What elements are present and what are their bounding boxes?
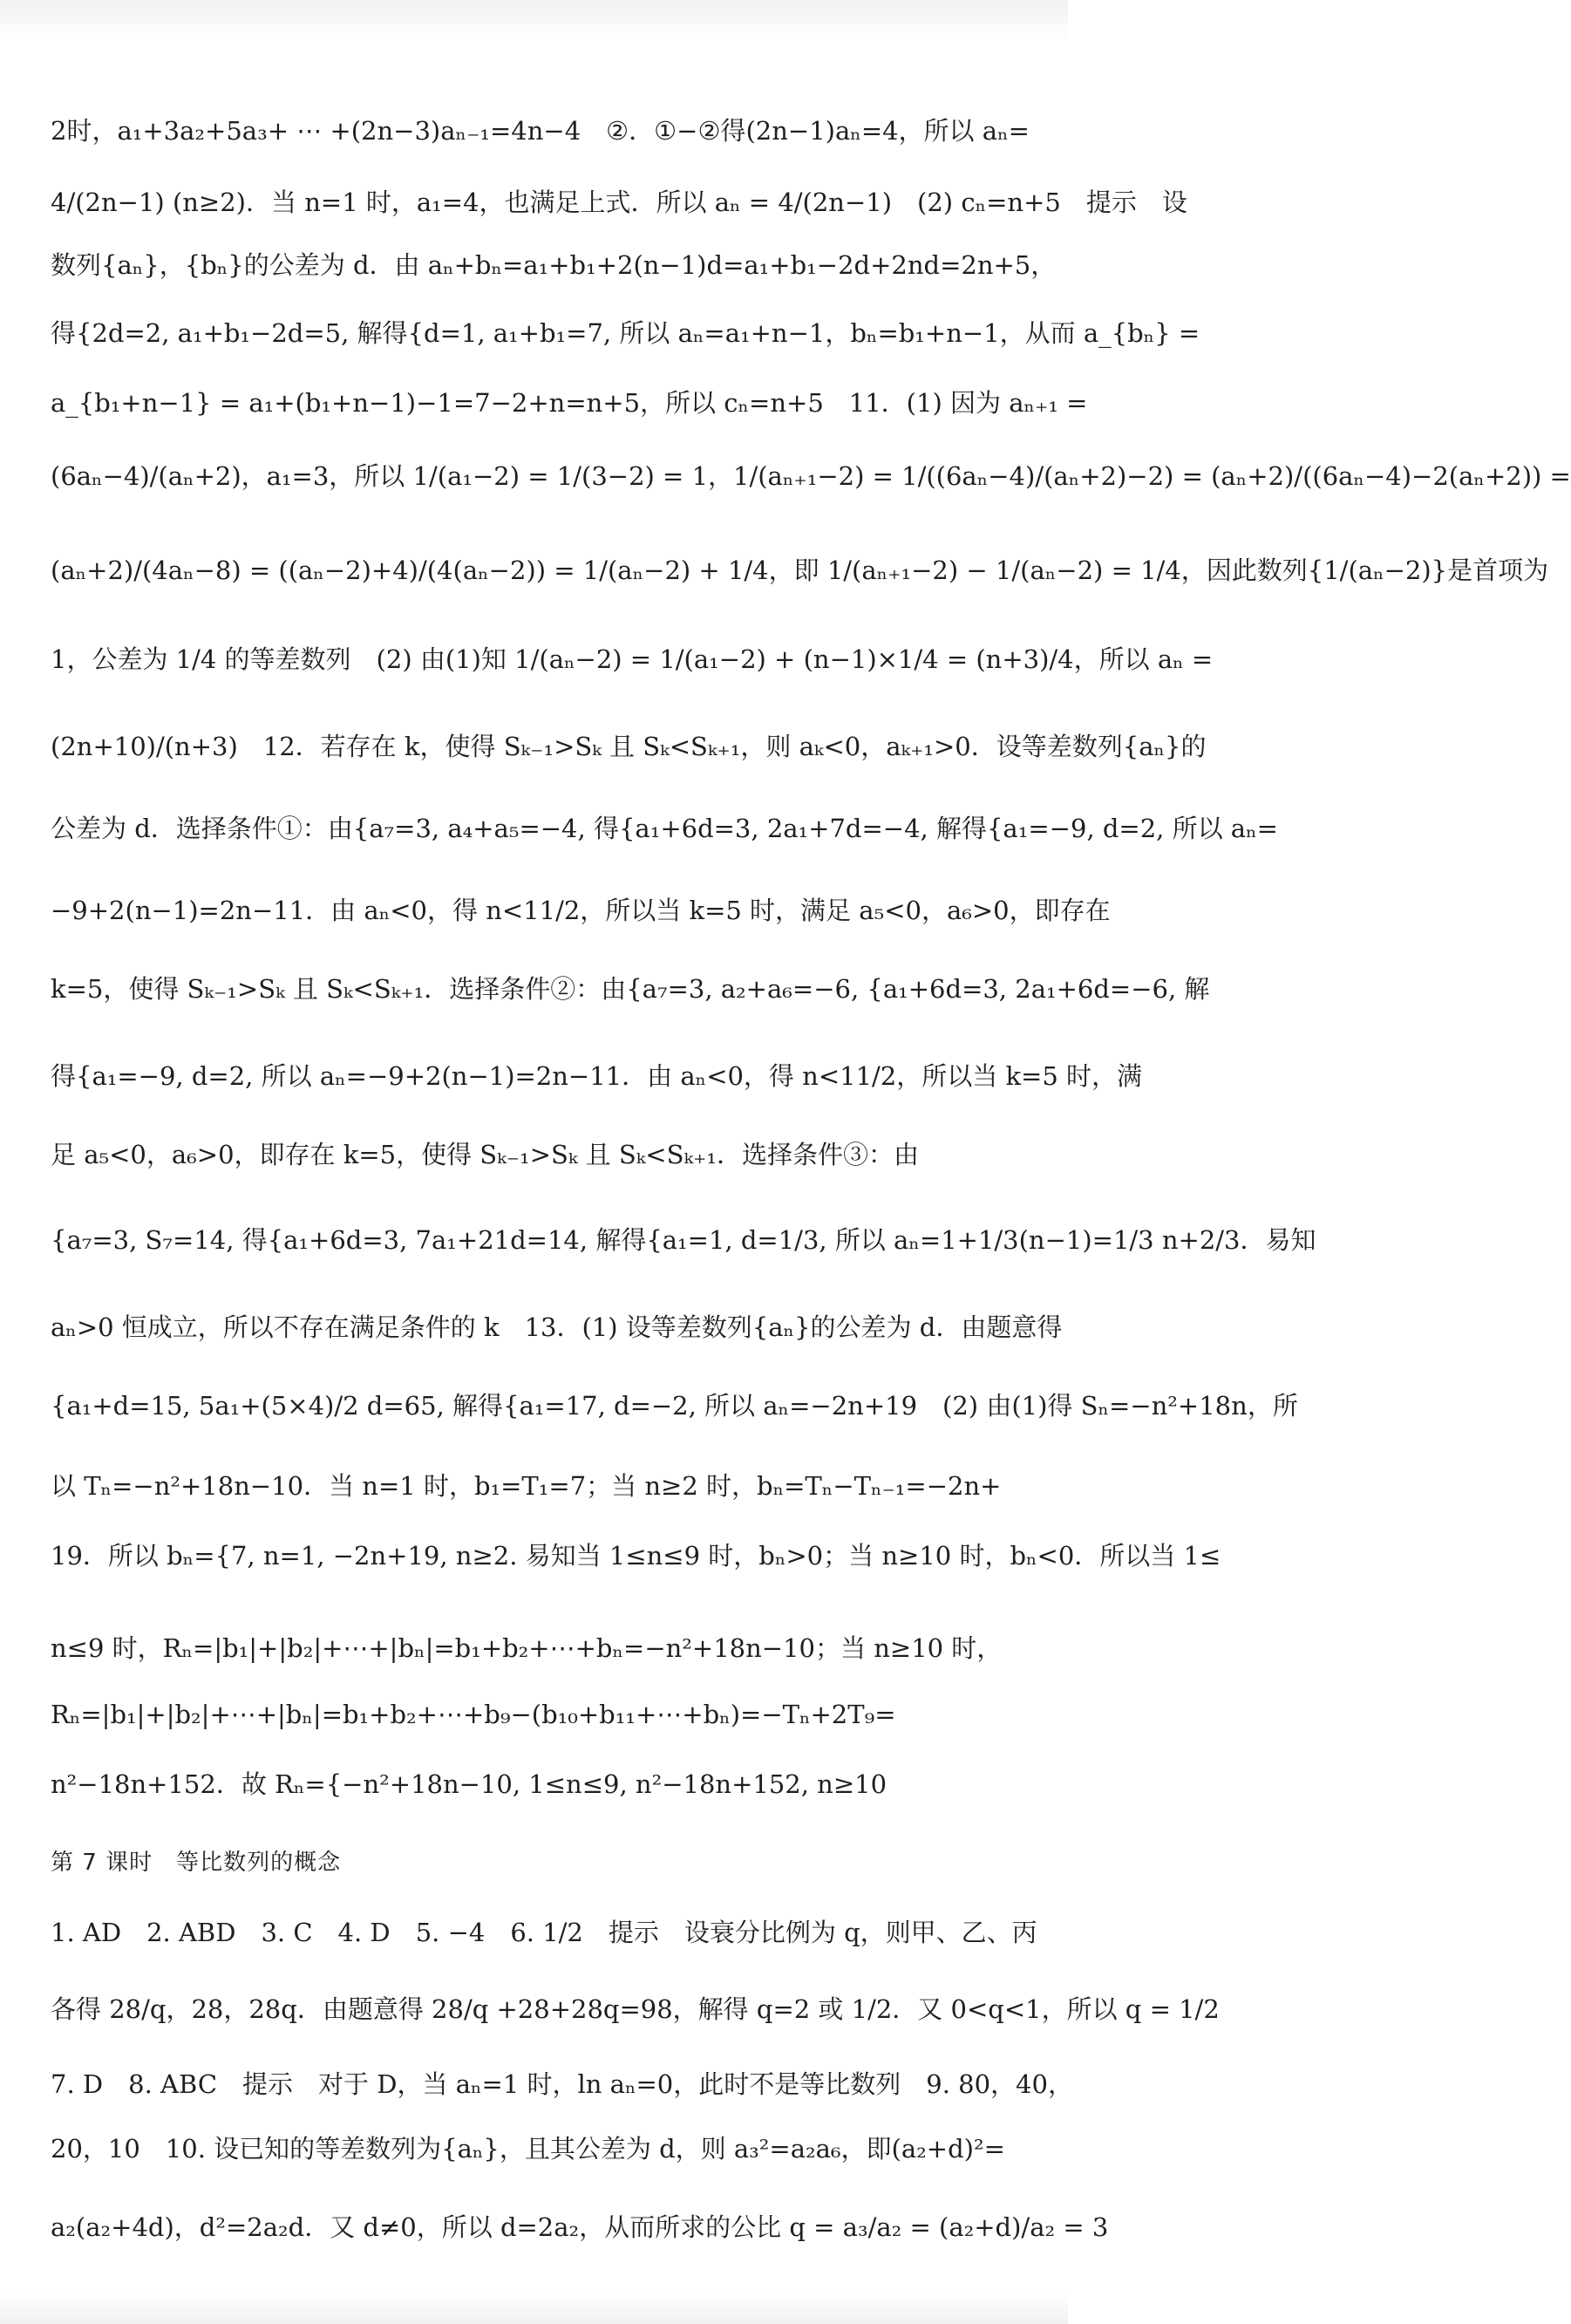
- text-line: Rₙ=|b₁|+|b₂|+⋯+|bₙ|=b₁+b₂+⋯+b₉−(b₁₀+b₁₁+⋯+bₙ)=−Tₙ+2T₉=: [51, 1700, 896, 1729]
- text-line: n²−18n+152．故 Rₙ={−n²+18n−10, 1≤n≤9, n²−18n+152, n≥10: [51, 1769, 888, 1799]
- text-line: 7. D 8. ABC 提示 对于 D，当 aₙ=1 时，ln aₙ=0，此时不是等比数列 9. 80，40，: [51, 2069, 1073, 2099]
- text-line: 各得 28/q，28，28q．由题意得 28/q +28+28q=98，解得 q=2 或 1/2．又 0<q<1，所以 q = 1/2: [51, 1994, 1220, 2024]
- scan-edge-bottom: [0, 2293, 1068, 2324]
- text-line: 足 a₅<0，a₆>0，即存在 k=5，使得 Sₖ₋₁>Sₖ 且 Sₖ<Sₖ₊₁．选择条件③：由: [51, 1140, 919, 1169]
- text-line: 20，10 10. 设已知的等差数列为{aₙ}，且其公差为 d，则 a₃²=a₂a₆，即(a₂+d)²=: [51, 2134, 1005, 2164]
- text-line: 1. AD 2. ABD 3. C 4. D 5. −4 6. 1/2 提示 设衰分比例为 q，则甲、乙、丙: [51, 1918, 1037, 1947]
- text-line: 2时，a₁+3a₂+5a₃+ ⋯ +(2n−3)aₙ₋₁=4n−4 ②．①−②得(2n−1)aₙ=4，所以 aₙ=: [51, 116, 1030, 146]
- text-line: {a₇=3, S₇=14, 得{a₁+6d=3, 7a₁+21d=14, 解得{a₁=1, d=1/3, 所以 aₙ=1+1/3(n−1)=1/3 n+2/3．易知: [51, 1225, 1316, 1255]
- text-line: a₂(a₂+4d)，d²=2a₂d．又 d≠0，所以 d=2a₂，从而所求的公比 q = a₃/a₂ = (a₂+d)/a₂ = 3: [51, 2212, 1109, 2242]
- text-line: 公差为 d．选择条件①：由{a₇=3, a₄+a₅=−4, 得{a₁+6d=3, 2a₁+7d=−4, 解得{a₁=−9, d=2, 所以 aₙ=: [51, 814, 1278, 843]
- text-line: 19．所以 bₙ={7, n=1, −2n+19, n≥2. 易知当 1≤n≤9 时，bₙ>0；当 n≥10 时，bₙ<0．所以当 1≤: [51, 1541, 1221, 1571]
- text-line: a_{b₁+n−1} = a₁+(b₁+n−1)−1=7−2+n=n+5，所以 cₙ=n+5 11．(1) 因为 aₙ₊₁ =: [51, 388, 1088, 418]
- text-line: {a₁+d=15, 5a₁+(5×4)/2 d=65, 解得{a₁=17, d=−2, 所以 aₙ=−2n+19 (2) 由(1)得 Sₙ=−n²+18n，所: [51, 1391, 1298, 1421]
- text-line: aₙ>0 恒成立，所以不存在满足条件的 k 13．(1) 设等差数列{aₙ}的公差为 d．由题意得: [51, 1312, 1063, 1342]
- text-line: −9+2(n−1)=2n−11．由 aₙ<0，得 n<11/2，所以当 k=5 时，满足 a₅<0，a₆>0，即存在: [51, 896, 1111, 925]
- text-line: k=5，使得 Sₖ₋₁>Sₖ 且 Sₖ<Sₖ₊₁．选择条件②：由{a₇=3, a₂+a₆=−6, {a₁+6d=3, 2a₁+6d=−6, 解: [51, 974, 1210, 1004]
- text-line: 以 Tₙ=−n²+18n−10．当 n=1 时，b₁=T₁=7；当 n≥2 时，bₙ=Tₙ−Tₙ₋₁=−2n+: [51, 1471, 1002, 1501]
- scan-edge-top: [0, 0, 1068, 42]
- text-line: 1，公差为 1/4 的等差数列 (2) 由(1)知 1/(aₙ−2) = 1/(a₁−2) + (n−1)×1/4 = (n+3)/4，所以 aₙ =: [51, 644, 1214, 674]
- text-line: 4/(2n−1) (n≥2)．当 n=1 时，a₁=4，也满足上式．所以 aₙ = 4/(2n−1) (2) cₙ=n+5 提示 设: [51, 187, 1187, 217]
- text-line: 得{2d=2, a₁+b₁−2d=5, 解得{d=1, a₁+b₁=7, 所以 aₙ=a₁+n−1，bₙ=b₁+n−1，从而 a_{bₙ} =: [51, 318, 1200, 348]
- text-line: 得{a₁=−9, d=2, 所以 aₙ=−9+2(n−1)=2n−11．由 aₙ<0，得 n<11/2，所以当 k=5 时，满: [51, 1061, 1143, 1091]
- section-title: 第 7 课时 等比数列的概念: [51, 1850, 342, 1876]
- text-line: (aₙ+2)/(4aₙ−8) = ((aₙ−2)+4)/(4(aₙ−2)) = 1/(aₙ−2) + 1/4，即 1/(aₙ₊₁−2) − 1/(aₙ−2) = 1/4，因此数列{1/(aₙ−2)}是首项为: [51, 555, 1549, 585]
- text-line: 数列{aₙ}，{bₙ}的公差为 d．由 aₙ+bₙ=a₁+b₁+2(n−1)d=a₁+b₁−2d+2nd=2n+5，: [51, 250, 1057, 280]
- text-line: (6aₙ−4)/(aₙ+2)，a₁=3，所以 1/(a₁−2) = 1/(3−2) = 1，1/(aₙ₊₁−2) = 1/((6aₙ−4)/(aₙ+2)−2) = (aₙ+2)/((6aₙ−4)−2(aₙ+2)) =: [51, 461, 1571, 491]
- text-line: (2n+10)/(n+3) 12．若存在 k，使得 Sₖ₋₁>Sₖ 且 Sₖ<Sₖ₊₁，则 aₖ<0，aₖ₊₁>0．设等差数列{aₙ}的: [51, 732, 1207, 761]
- text-line: n≤9 时，Rₙ=|b₁|+|b₂|+⋯+|bₙ|=b₁+b₂+⋯+bₙ=−n²+18n−10；当 n≥10 时，: [51, 1633, 1003, 1663]
